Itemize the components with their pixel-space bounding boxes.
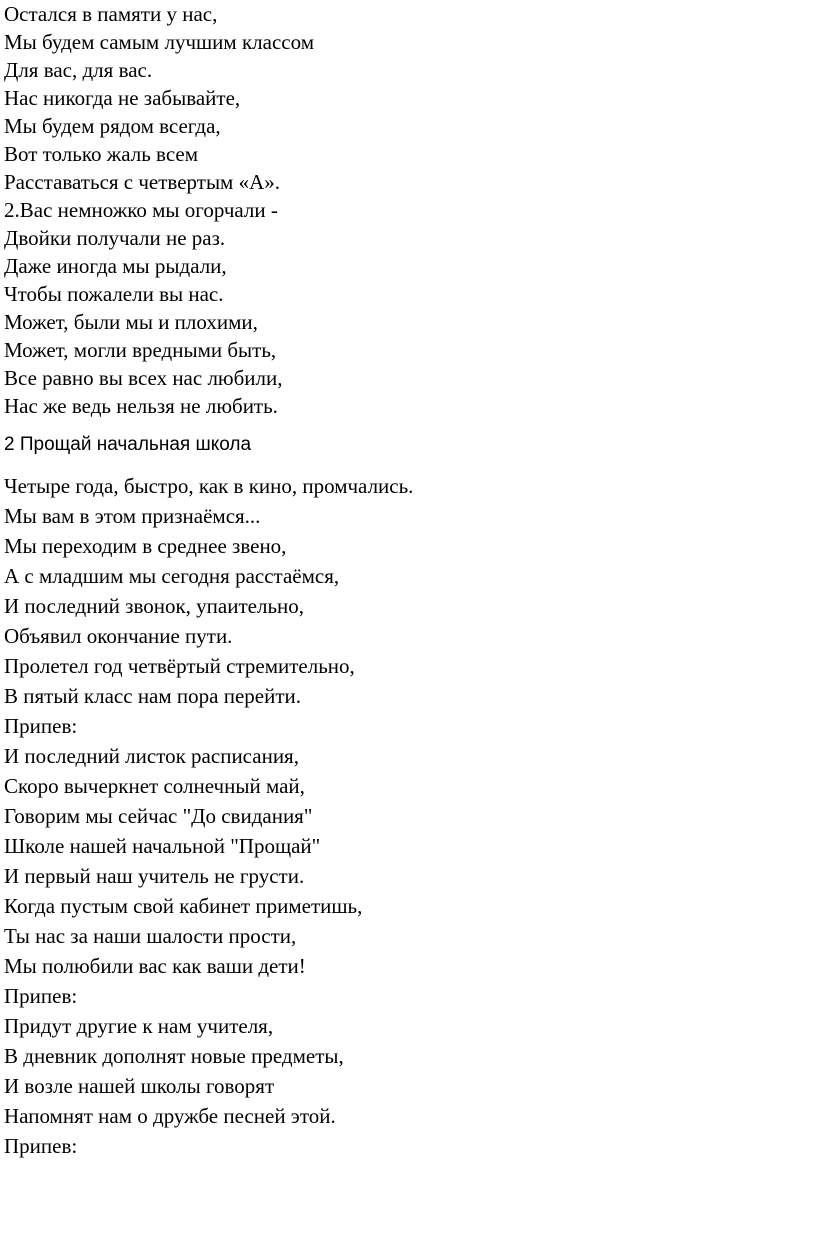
poem-line: Мы полюбили вас как ваши дети! xyxy=(4,954,306,978)
poem-line: Даже иногда мы рыдали, xyxy=(4,254,227,278)
poem-line: Пролетел год четвёртый стремительно, xyxy=(4,654,355,678)
poem-line: Говорим мы сейчас "До свидания" xyxy=(4,804,313,828)
poem-line: Остался в памяти у нас, xyxy=(4,2,218,26)
poem-line: Нас никогда не забывайте, xyxy=(4,86,241,110)
poem-line: Чтобы пожалели вы нас. xyxy=(4,282,224,306)
poem-line: Школе нашей начальной "Прощай" xyxy=(4,834,321,858)
poem-line: Мы переходим в среднее звено, xyxy=(4,534,287,558)
poem-line: 2.Вас немножко мы огорчали - xyxy=(4,198,278,222)
poem-line: Может, могли вредными быть, xyxy=(4,338,277,362)
poem-line: Мы будем самым лучшим классом xyxy=(4,30,314,54)
song-heading: 2 Прощай начальная школа xyxy=(4,434,252,455)
poem-line: Припев: xyxy=(4,984,78,1008)
poem-line: Четыре года, быстро, как в кино, промчались. xyxy=(4,474,414,498)
poem-line: Когда пустым свой кабинет приметишь, xyxy=(4,894,363,918)
poem-line: Для вас, для вас. xyxy=(4,58,153,82)
document-page xyxy=(4,0,804,1161)
poem-line: А с младшим мы сегодня расстаёмся, xyxy=(4,564,340,588)
poem-section-2 xyxy=(4,471,804,1161)
poem-line: Расставаться с четвертым «А». xyxy=(4,170,281,194)
poem-line: Придут другие к нам учителя, xyxy=(4,1014,274,1038)
poem-line: Мы будем рядом всегда, xyxy=(4,114,221,138)
poem-line: И возле нашей школы говорят xyxy=(4,1074,275,1098)
poem-line: Припев: xyxy=(4,714,78,738)
poem-line: В дневник дополнят новые предметы, xyxy=(4,1044,344,1068)
poem-line: И последний звонок, упаительно, xyxy=(4,594,305,618)
poem-line: И последний листок расписания, xyxy=(4,744,299,768)
poem-line: Ты нас за наши шалости прости, xyxy=(4,924,297,948)
poem-line: Мы вам в этом признаёмся... xyxy=(4,504,261,528)
poem-line: Скоро вычеркнет солнечный май, xyxy=(4,774,305,798)
poem-line: Вот только жаль всем xyxy=(4,142,199,166)
poem-line: Двойки получали не раз. xyxy=(4,226,226,250)
poem-section-1 xyxy=(4,0,804,420)
poem-line: Напомнят нам о дружбе песней этой. xyxy=(4,1104,336,1128)
poem-line: Может, были мы и плохими, xyxy=(4,310,258,334)
poem-line: Припев: xyxy=(4,1134,78,1158)
poem-line: Нас же ведь нельзя не любить. xyxy=(4,394,278,418)
poem-line: В пятый класс нам пора перейти. xyxy=(4,684,302,708)
poem-line: Все равно вы всех нас любили, xyxy=(4,366,283,390)
poem-line: И первый наш учитель не грусти. xyxy=(4,864,305,888)
poem-line: Объявил окончание пути. xyxy=(4,624,233,648)
